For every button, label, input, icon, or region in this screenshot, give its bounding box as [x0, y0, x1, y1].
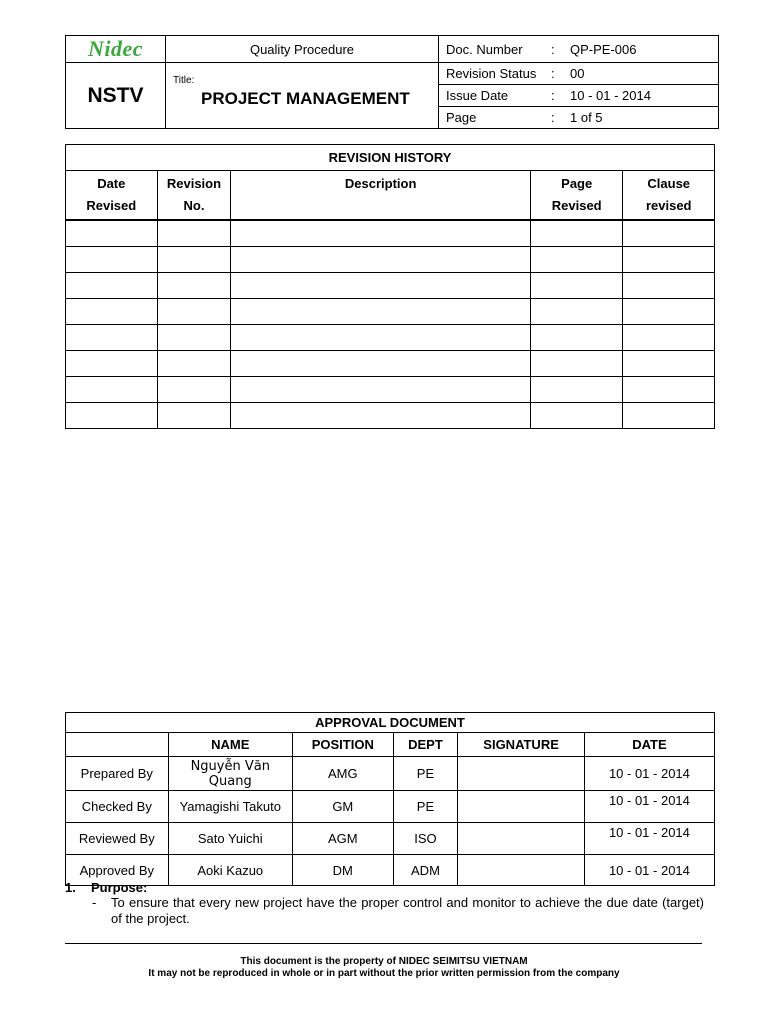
footer-copyright-notice: It may not be reproduced in whole or in part without the prior written permission from the company	[148, 968, 620, 979]
title-cell	[166, 63, 439, 129]
revision-row	[66, 325, 715, 351]
col-role	[66, 733, 169, 757]
revision-row	[66, 273, 715, 299]
col-dept: DEPT	[393, 733, 458, 757]
col-description: Description	[231, 171, 531, 221]
company-logo	[66, 36, 166, 63]
approval-row-prepared: Prepared By Nguyễn Văn Quang AMG PE 10 - 01 - 2014	[66, 757, 715, 791]
signature-cell	[458, 855, 585, 886]
col-name: NAME	[168, 733, 292, 757]
col-date-revised: Date Revised	[66, 171, 158, 221]
revision-row	[66, 220, 715, 247]
revision-row	[66, 351, 715, 377]
footer-property-notice: This document is the property of NIDEC SEIMITSU VIETNAM	[240, 956, 528, 967]
approval-row-approved: Approved By Aoki Kazuo DM ADM 10 - 01 - 2014	[66, 855, 715, 886]
purpose-text: To ensure that every new project have the proper control and monitor to achieve the due date (target) of the project.	[111, 895, 704, 926]
signature-cell	[458, 791, 585, 823]
document-header	[65, 35, 719, 129]
signature-cell	[458, 823, 585, 855]
col-page-revised: Page Revised	[530, 171, 623, 221]
section-heading-purpose: 1. Purpose:	[65, 880, 148, 895]
revision-history-table	[65, 144, 715, 429]
meta-revision-status: Revision Status : 00	[439, 63, 719, 85]
col-date: DATE	[584, 733, 714, 757]
purpose-item	[92, 895, 704, 927]
col-position: POSITION	[292, 733, 393, 757]
signature-cell	[458, 757, 585, 791]
approval-row-reviewed: Reviewed By Sato Yuichi AGM ISO 10 - 01 - 2014	[66, 823, 715, 855]
doc-type: Quality Procedure	[166, 36, 439, 63]
revision-history-title: REVISION HISTORY	[66, 145, 715, 171]
approval-table	[65, 712, 715, 886]
revision-row	[66, 299, 715, 325]
col-clause-revised: Clause revised	[623, 171, 715, 221]
revision-row	[66, 403, 715, 429]
title-label: Title:	[173, 75, 195, 86]
page-title: PROJECT MANAGEMENT	[201, 89, 410, 108]
col-revision-no: Revision No.	[157, 171, 231, 221]
revision-row	[66, 247, 715, 273]
revision-row	[66, 377, 715, 403]
approval-title: APPROVAL DOCUMENT	[66, 713, 715, 733]
bullet-dash: -	[92, 895, 97, 910]
logo-text: Nidec	[87, 36, 144, 61]
footer-divider	[65, 943, 702, 944]
col-signature: SIGNATURE	[458, 733, 585, 757]
meta-page: Page : 1 of 5	[439, 107, 719, 129]
approval-row-checked: Checked By Yamagishi Takuto GM PE 10 - 01 - 2014	[66, 791, 715, 823]
meta-doc-number: Doc. Number : QP-PE-006	[439, 36, 719, 63]
company-name: NSTV	[66, 63, 166, 129]
meta-issue-date: Issue Date : 10 - 01 - 2014	[439, 85, 719, 107]
